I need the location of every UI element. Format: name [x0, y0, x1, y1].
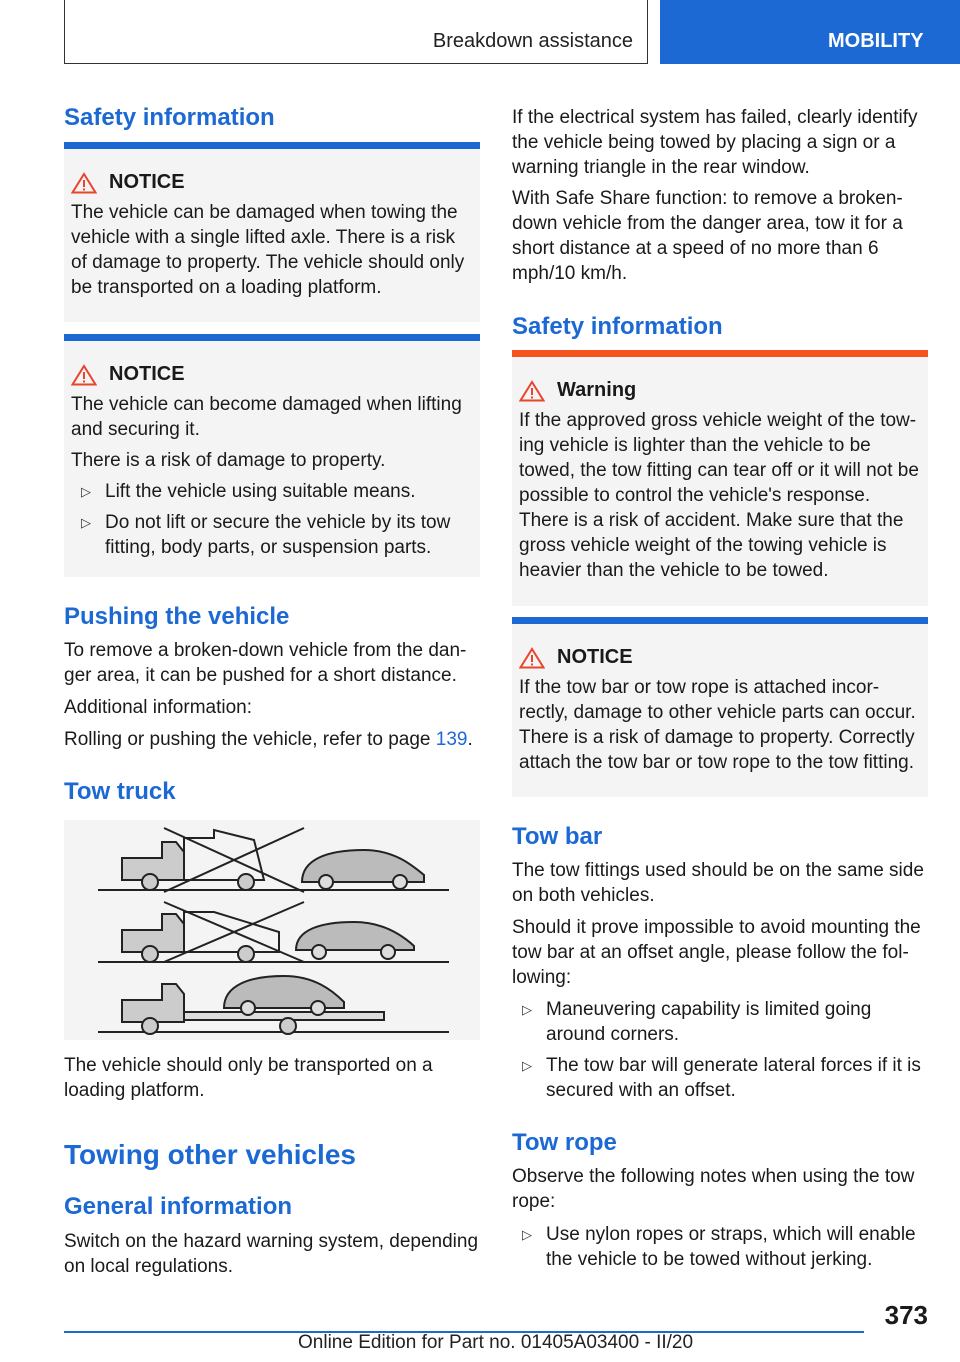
bullet-triangle-icon: ▷: [81, 484, 91, 499]
list-item: ▷ Lift the vehicle using suitable means.: [81, 481, 416, 502]
notice-text: There is a risk of damage to property.: [71, 450, 386, 471]
pushing-text: To remove a broken-down vehicle from the danger area, it can be pushed for a short distance.: [64, 640, 467, 686]
warning-box: [512, 350, 928, 606]
notice-box-3: [512, 617, 928, 797]
notice-title: NOTICE: [71, 171, 474, 194]
notice-box-2: [64, 334, 480, 577]
list-item: ▷ Do not lift or secure the vehicle by its tow fitting, body parts, or suspension parts.: [81, 512, 451, 558]
warning-bar: [512, 350, 928, 357]
heading-towing-other-vehicles: Towing other vehicles: [64, 1139, 356, 1170]
list-item: ▷ Use nylon ropes or straps, which will enable the vehicle to be towed without jerking.: [522, 1224, 916, 1270]
notice-bar: [64, 334, 480, 341]
notice-title: NOTICE: [519, 646, 922, 669]
warning-triangle-icon: [519, 380, 545, 402]
notice-title: NOTICE: [71, 363, 474, 386]
notice-text: The vehicle can become damaged when lifting and securing it.: [71, 394, 462, 440]
header-frame: [64, 0, 648, 64]
tow-truck-text: The vehicle should only be transported on a loading platform.: [64, 1055, 433, 1101]
heading-safety-information-2: Safety information: [512, 313, 723, 340]
notice-text: The vehicle can be damaged when towing the vehicle with a single lifted axle. There is a risk of damage to property. The vehicle should only be transported on a loading platform.: [71, 202, 465, 298]
notice-bar: [64, 142, 480, 149]
warning-triangle-icon: [71, 172, 97, 194]
electrical-text: If the electrical system has failed, clearly identify the vehicle being towed by placing a sign or a warning triangle in the rear window.: [512, 107, 918, 178]
warning-text: If the approved gross vehicle weight of the towing vehicle is lighter than the vehicle to be towed, the tow fitting can tear off or it will not be possible to control the vehicle's response. There is a risk of accident. Make sure that the gross vehicle weight of the towing vehicle is heavier than the vehicle to be towed.: [519, 410, 919, 581]
notice-bar: [512, 617, 928, 624]
heading-tow-truck: Tow truck: [64, 778, 176, 805]
heading-safety-information: Safety information: [64, 104, 275, 131]
tow-truck-illustration: [64, 820, 480, 1040]
tow-rope-text: Observe the following notes when using the tow rope:: [512, 1166, 915, 1212]
notice-list: [71, 479, 474, 560]
additional-info: Additional information:: [64, 697, 252, 718]
bullet-triangle-icon: ▷: [522, 1002, 532, 1017]
header-section-title: Breakdown assistance: [432, 30, 633, 52]
page-link[interactable]: 139: [435, 729, 468, 750]
bullet-triangle-icon: ▷: [522, 1227, 532, 1242]
bullet-triangle-icon: ▷: [81, 515, 91, 530]
notice-text: If the tow bar or tow rope is attached incorrectly, damage to other vehicle parts can occur. There is a risk of damage to property. Correctly attach the tow bar or tow rope to the tow fitting.: [519, 677, 916, 773]
warning-title: Warning: [519, 379, 922, 402]
tow-bar-text-1: The tow fittings used should be on the same side on both vehicles.: [512, 860, 924, 906]
list-item: ▷ The tow bar will generate lateral forces if it is secured with an offset.: [522, 1055, 921, 1101]
header-tab-mobility[interactable]: MOBILITY: [660, 0, 960, 64]
tow-bar-text-2: Should it prove impossible to avoid mounting the tow bar at an offset angle, please follow the following:: [512, 917, 921, 988]
safe-share-text: With Safe Share function: to remove a broken-down vehicle from the danger area, tow it for a short distance at a speed of no more than 6 mph/10 km/h.: [512, 188, 903, 284]
heading-general-information: General information: [64, 1193, 293, 1220]
tow-truck-diagram-icon: [64, 820, 480, 1040]
general-text: Switch on the hazard warning system, depending on local regulations.: [64, 1231, 479, 1277]
rolling-reference: Rolling or pushing the vehicle, refer to page 139.: [64, 729, 473, 750]
page-number: 373: [884, 1300, 928, 1330]
tow-rope-list: [512, 1222, 928, 1278]
warning-triangle-icon: [519, 647, 545, 669]
notice-box-1: [64, 142, 480, 322]
warning-triangle-icon: [71, 364, 97, 386]
heading-tow-bar: Tow bar: [512, 823, 603, 850]
tow-bar-list: [512, 997, 928, 1109]
edition-note: Online Edition for Part no. 01405A03400 - II/20: [298, 1332, 694, 1353]
heading-pushing-vehicle: Pushing the vehicle: [64, 603, 290, 630]
heading-tow-rope: Tow rope: [512, 1129, 617, 1156]
list-item: ▷ Maneuvering capability is limited going around corners.: [522, 999, 872, 1045]
bullet-triangle-icon: ▷: [522, 1058, 532, 1073]
